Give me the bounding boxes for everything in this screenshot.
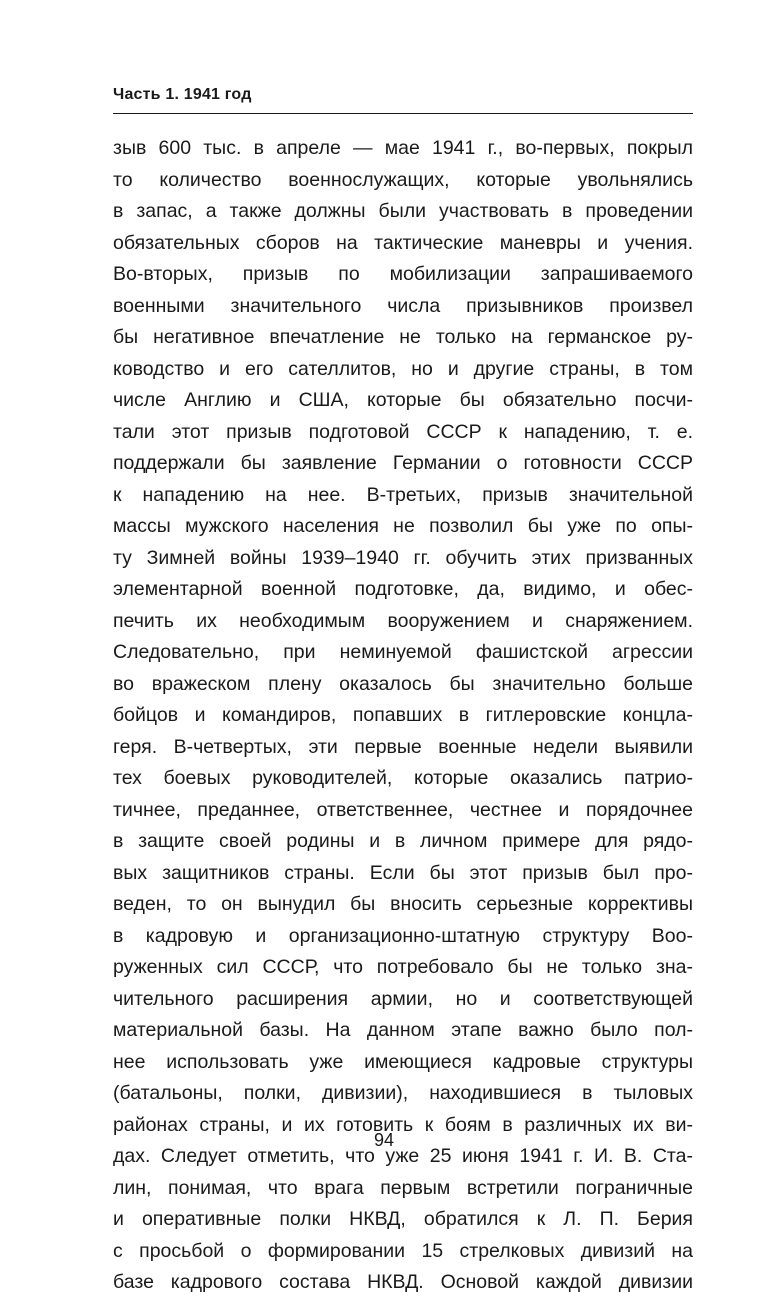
text-line: поддержали бы заявление Германии о готовности СССР <box>113 452 693 474</box>
text-line: руженных сил СССР, что потребовало бы не только зна- <box>113 956 693 978</box>
text-line: тали этот призыв подготовой СССР к нападению, т. е. <box>113 420 693 443</box>
text-line: лин, понимая, что врага первым встретили пограничные <box>113 1176 693 1199</box>
text-line: дах. Следует отметить, что уже 25 июня 1941 г. И. В. Ста- <box>113 1145 693 1167</box>
text-line: районах страны, и их готовить к боям в различных их ви- <box>113 1113 693 1136</box>
text-line: в кадровую и организационно-штатную структуру Воо- <box>113 924 693 947</box>
text-line: к нападению на нее. В-третьих, призыв значительной <box>113 483 693 506</box>
text-line: бы негативное впечатление не только на германское ру- <box>113 326 693 348</box>
text-line: в запас, а также должны были участвовать в проведении <box>113 200 693 222</box>
text-line: с просьбой о формировании 15 стрелковых дивизий на <box>113 1239 693 1262</box>
text-line: числе Англию и США, которые бы обязательно посчи- <box>113 389 693 411</box>
text-line: обязательных сборов на тактические маневры и учения. <box>113 231 693 254</box>
text-line: чительного расширения армии, но и соответствующей <box>113 987 693 1010</box>
text-line: во вражеском плену оказалось бы значительно больше <box>113 672 693 695</box>
page-number: 94 <box>373 1130 395 1150</box>
text-line: тех боевых руководителей, которые оказались патрио- <box>113 767 693 789</box>
text-line: зыв 600 тыс. в апреле — мае 1941 г., во-первых, покрыл <box>113 137 693 159</box>
text-line: в защите своей родины и в личном примере для рядо- <box>113 830 693 852</box>
text-line: Следовательно, при неминуемой фашистской агрессии <box>113 641 693 663</box>
text-line: и оперативные полки НКВД, обратился к Л. П. Берия <box>113 1208 693 1230</box>
text-line: вых защитников страны. Если бы этот призыв был про- <box>113 861 693 884</box>
text-line: веден, то он вынудил бы вносить серьезные коррективы <box>113 893 693 915</box>
text-line: тичнее, преданнее, ответственнее, честнее и порядочнее <box>113 798 693 821</box>
text-line: ту Зимней войны 1939–1940 гг. обучить этих призванных <box>113 546 693 569</box>
text-line: геря. В-четвертых, эти первые военные недели выявили <box>113 735 693 758</box>
text-line: ководство и его сателлитов, но и другие страны, в том <box>113 357 693 380</box>
text-line: нее использовать уже имеющиеся кадровые структуры <box>113 1050 693 1073</box>
header-rule <box>113 113 693 114</box>
text-line: массы мужского населения не позволил бы уже по опы- <box>113 515 693 537</box>
text-line: (батальоны, полки, дивизии), находившиеся в тыловых <box>113 1082 693 1104</box>
text-line: печить их необходимым вооружением и снаряжением. <box>113 609 693 632</box>
running-header: Часть 1. 1941 год <box>113 86 252 103</box>
text-line: военными значительного числа призывников произвел <box>113 294 693 317</box>
text-line: базе кадрового состава НКВД. Основой каждой дивизии <box>113 1271 693 1293</box>
body-text <box>113 133 693 1299</box>
text-line: материальной базы. На данном этапе важно было пол- <box>113 1019 693 1041</box>
text-line: элементарной военной подготовке, да, видимо, и обес- <box>113 578 693 600</box>
text-line: Во-вторых, призыв по мобилизации запрашиваемого <box>113 263 693 285</box>
text-line: бойцов и командиров, попавших в гитлеровские концла- <box>113 704 693 726</box>
text-line: то количество военнослужащих, которые увольнялись <box>113 168 693 191</box>
